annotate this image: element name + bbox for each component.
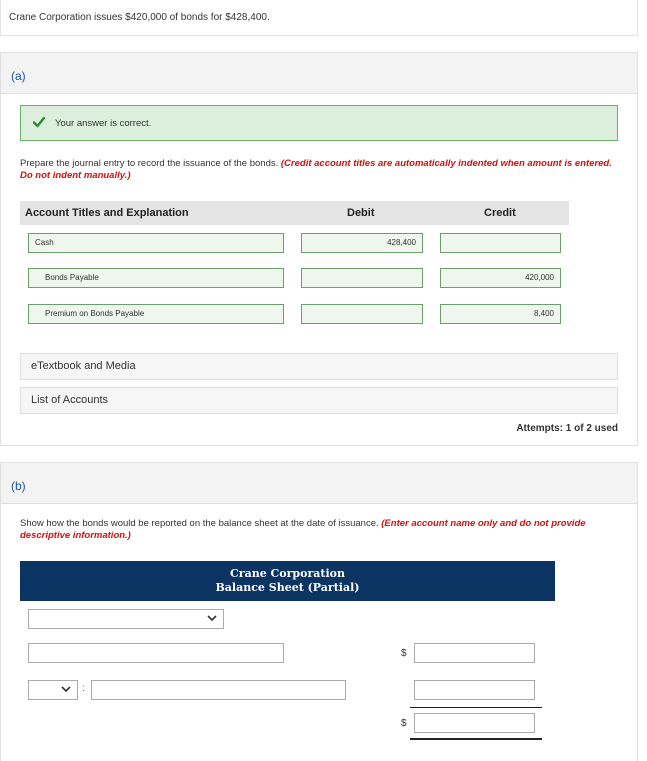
part-b-header xyxy=(0,462,638,504)
debit-field[interactable] xyxy=(301,268,423,288)
part-b-body xyxy=(0,504,638,761)
amount-input[interactable] xyxy=(414,643,535,663)
part-a-instruction xyxy=(20,158,620,182)
debit-field[interactable]: 428,400 xyxy=(301,233,423,253)
total-amount-input[interactable] xyxy=(414,713,535,733)
attempts-counter: Attempts: 1 of 2 used xyxy=(516,423,618,434)
debit-field[interactable] xyxy=(301,304,423,324)
list-of-accounts-button[interactable]: List of Accounts xyxy=(20,387,618,414)
credit-field[interactable]: 420,000 xyxy=(440,268,561,288)
subtotal-rule xyxy=(410,707,542,708)
currency-symbol: $ xyxy=(401,648,407,659)
credit-field[interactable] xyxy=(440,233,561,253)
part-b-label: (b) xyxy=(11,479,26,493)
adjustment-select[interactable] xyxy=(28,680,78,700)
part-a-header xyxy=(0,52,638,94)
problem-statement-box xyxy=(0,0,638,36)
account-name-input[interactable] xyxy=(28,643,284,663)
column-header-account: Account Titles and Explanation xyxy=(25,207,189,219)
etextbook-media-button[interactable]: eTextbook and Media xyxy=(20,353,618,380)
balance-sheet-header xyxy=(20,561,555,601)
statement-title: Balance Sheet (Partial) xyxy=(215,581,360,594)
account-name-input[interactable] xyxy=(91,680,346,700)
credit-field[interactable]: 8,400 xyxy=(440,304,561,324)
column-header-debit: Debit xyxy=(347,207,375,219)
problem-statement: Crane Corporation issues $420,000 of bonds for $428,400. xyxy=(9,12,270,23)
instruction-note: (Credit account titles are automatically indented when amount is entered. Do not indent manually.) xyxy=(20,158,612,181)
check-icon xyxy=(33,116,45,128)
feedback-text: Your answer is correct. xyxy=(55,118,152,129)
currency-symbol: $ xyxy=(401,718,407,729)
instruction-text: Show how the bonds would be reported on the balance sheet at the date of issuance. xyxy=(20,518,382,529)
part-a-label: (a) xyxy=(11,69,26,83)
part-b-instruction xyxy=(20,518,620,542)
chevron-down-icon xyxy=(207,613,217,623)
instruction-text: Prepare the journal entry to record the issuance of the bonds. xyxy=(20,158,281,169)
separator-colon: : xyxy=(82,683,85,694)
instruction-note: (Enter account name only and do not provide descriptive information.) xyxy=(20,518,586,541)
company-name: Crane Corporation xyxy=(230,567,345,580)
section-select[interactable] xyxy=(28,609,224,629)
correct-feedback xyxy=(20,105,618,141)
total-rule xyxy=(410,738,542,740)
column-header-credit: Credit xyxy=(484,207,516,219)
journal-table-header xyxy=(20,201,569,225)
account-title-field[interactable]: Cash xyxy=(28,233,284,253)
account-title-field[interactable]: Premium on Bonds Payable xyxy=(28,304,284,324)
chevron-down-icon xyxy=(61,684,71,694)
account-title-field[interactable]: Bonds Payable xyxy=(28,268,284,288)
amount-input[interactable] xyxy=(414,680,535,700)
